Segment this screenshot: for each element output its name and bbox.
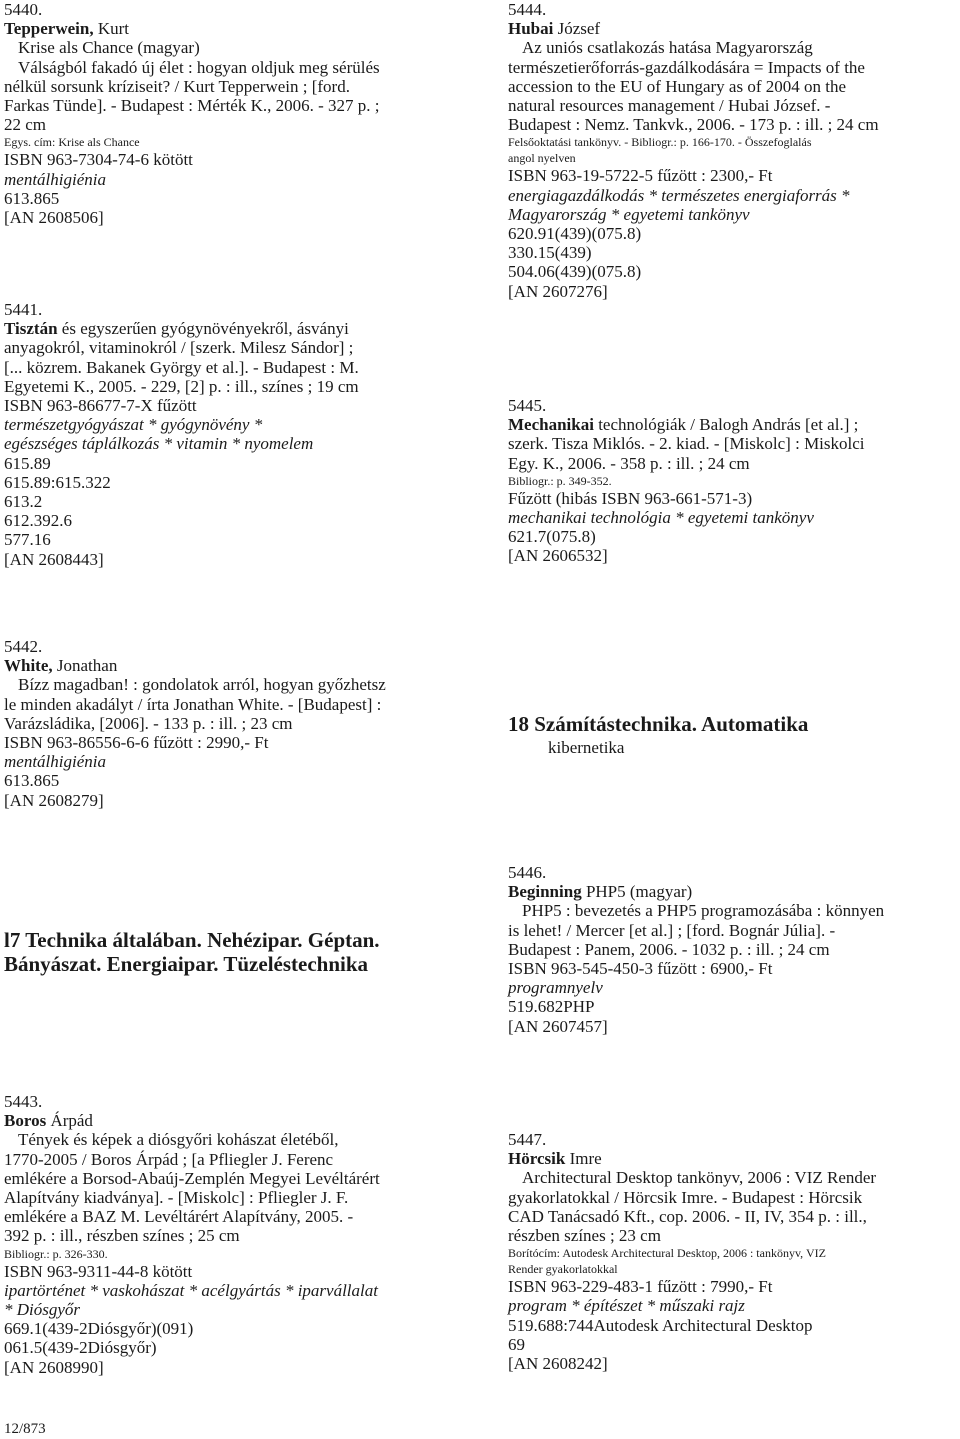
entry-author-rest: PHP5 (magyar) [581, 882, 693, 902]
entry-author-lead: Mechanikai [508, 415, 594, 435]
entry-line: Válságból fakadó új élet : hogyan oldjuk meg sérülés [18, 57, 380, 77]
entry-author-rest: Jonathan [52, 656, 118, 676]
entry-line: emlékére a BAZ M. Levéltárért Alapítvány, 2005. - [4, 1207, 354, 1227]
entry-line: 69 [508, 1334, 525, 1354]
entry-line: ISBN 963-86677-7-X fűzött [4, 396, 197, 416]
entry-5446 [508, 863, 958, 1036]
entry-line: 612.392.6 [4, 511, 72, 531]
entry-5444 [508, 0, 958, 301]
entry-line: 519.688:744Autodesk Architectural Desktop [508, 1315, 813, 1335]
entry-author-rest: Árpád [46, 1111, 93, 1131]
entry-line: nélkül sorsunk kríziseit? / Kurt Tepperwein ; [ford. [4, 76, 350, 96]
entry-line: ISBN 963-229-483-1 fűzött : 7990,- Ft [508, 1277, 773, 1297]
entry-line: Farkas Tünde]. - Budapest : Mérték K., 2006. - 327 p. ; [4, 96, 380, 116]
entry-note: Egys. cím: Krise als Chance [4, 135, 140, 150]
entry-number: 5440. [4, 0, 43, 19]
entry-line: 519.682PHP [508, 997, 595, 1017]
entry-number: 5446. [508, 863, 547, 882]
subject-terms: ipartörténet * vaskohászat * acélgyártás * iparvállalat [4, 1280, 378, 1300]
entry-line: 1770-2005 / Boros Árpád ; [a Pfliegler J. Ferenc [4, 1149, 334, 1169]
entry-author-lead: Tisztán [4, 319, 58, 339]
entry-note: angol nyelven [508, 151, 576, 166]
entry-heading [4, 656, 454, 675]
entry-author-lead: Boros [4, 1111, 47, 1131]
entry-heading [4, 319, 454, 338]
entry-heading [508, 882, 958, 901]
entry-heading [4, 1111, 454, 1130]
subject-terms: energiagazdálkodás * természetes energiaforrás * [508, 185, 850, 205]
entry-number: 5447. [508, 1130, 547, 1149]
entry-line: Budapest : Nemz. Tankvk., 2006. - 173 p. : ill. ; 24 cm [508, 115, 879, 135]
entry-line: gyakorlatokkal / Hörcsik Imre. - Budapest : Hörcsik [508, 1187, 863, 1207]
entry-line: Alapítvány kiadványa]. - [Miskolc] : Pfliegler J. F. [4, 1188, 349, 1208]
page-number: 12/873 [4, 1421, 46, 1437]
entry-line: Egyetemi K., 2005. - 229, [2] p. : ill., színes ; 19 cm [4, 376, 359, 396]
entry-author-lead: White, [4, 656, 53, 676]
entry-line: [AN 2608279] [4, 790, 104, 810]
entry-line: Krise als Chance (magyar) [18, 38, 200, 58]
entry-heading [508, 19, 958, 38]
subject-terms: * Diósgyőr [4, 1300, 81, 1320]
subject-terms: programnyelv [508, 978, 603, 998]
entry-line: Fűzött (hibás ISBN 963-661-571-3) [508, 488, 753, 508]
entry-note: Borítócím: Autodesk Architectural Desktop, 2006 : tankönyv, VIZ [508, 1246, 826, 1261]
entry-line: [AN 2608242] [508, 1354, 608, 1374]
heading-technology-line1: l7 Technika általában. Nehézipar. Géptan. [4, 928, 380, 952]
entry-author-lead: Beginning [508, 882, 582, 902]
entry-heading [4, 19, 454, 38]
entry-line: [... közrem. Bakanek György et al.]. - Budapest : M. [4, 357, 359, 377]
subject-terms: Magyarország * egyetemi tankönyv [508, 204, 750, 224]
entry-line: 669.1(439-2Diósgyőr)(091) [4, 1319, 194, 1339]
entry-heading [508, 415, 958, 434]
entry-5441 [4, 300, 454, 569]
entry-line: Varázsládika, [2006]. - 133 p. : ill. ; 23 cm [4, 713, 293, 733]
entry-number: 5445. [508, 396, 547, 415]
subject-terms: természetgyógyászat * gyógynövény * [4, 415, 263, 435]
entry-line: [AN 2608443] [4, 549, 104, 569]
subject-terms: mechanikai technológia * egyetemi tankönyv [508, 508, 814, 528]
entry-note: Bibliogr.: p. 349-352. [508, 473, 612, 488]
subject-terms: program * építészet * műszaki rajz [508, 1296, 745, 1316]
heading-computing-title: 18 Számítástechnika. Automatika [508, 712, 809, 736]
entry-line: CAD Tanácsadó Kft., cop. 2006. - II, IV, 354 p. : ill., [508, 1206, 867, 1226]
entry-line: [AN 2608506] [4, 208, 104, 228]
subject-terms: egészséges táplálkozás * vitamin * nyomelem [4, 434, 314, 454]
entry-5440 [4, 0, 454, 227]
entry-line: 504.06(439)(075.8) [508, 262, 642, 282]
entry-line: emlékére a Borsod-Abaúj-Zemplén Megyei Levéltárért [4, 1168, 380, 1188]
entry-line: anyagokról, vitaminokról / [szerk. Milesz Sándor] ; [4, 338, 354, 358]
entry-line: 061.5(439-2Diósgyőr) [4, 1338, 157, 1358]
entry-line: 577.16 [4, 530, 51, 550]
entry-line: Tények és képek a diósgyőri kohászat életéből, [18, 1130, 339, 1150]
entry-author-rest: technológiák / Balogh András [et al.] ; [593, 415, 859, 435]
entry-line: 22 cm [4, 115, 47, 135]
entry-line: le minden akadályt / írta Jonathan White. - [Budapest] : [4, 694, 382, 714]
entry-line: is lehet! / Mercer [et al.] ; [ford. Bognár Júlia]. - [508, 920, 836, 940]
entry-line: [AN 2607276] [508, 281, 608, 301]
entry-line: természetierőforrás-gazdálkodására = Impacts of the [508, 57, 865, 77]
entry-line: Az uniós csatlakozás hatása Magyarország [522, 38, 813, 58]
entry-line: Architectural Desktop tankönyv, 2006 : VIZ Render [522, 1168, 877, 1188]
entry-5447 [508, 1130, 958, 1373]
entry-5443 [4, 1092, 454, 1377]
entry-author-rest: Kurt [93, 19, 129, 39]
entry-number: 5444. [508, 0, 547, 19]
heading-technology-line2: Bányászat. Energiaipar. Tüzeléstechnika [4, 952, 369, 976]
entry-author-rest: és egyszerűen gyógynövényekről, ásványi [57, 319, 349, 339]
entry-line: 613.865 [4, 188, 60, 208]
entry-author-rest: Imre [565, 1149, 602, 1169]
heading-technology [4, 928, 380, 976]
entry-line: [AN 2606532] [508, 546, 608, 566]
entry-author-lead: Hörcsik [508, 1149, 566, 1169]
heading-computing-subtitle: kibernetika [548, 738, 625, 757]
entry-line: 620.91(439)(075.8) [508, 224, 642, 244]
entry-line: 330.15(439) [508, 243, 592, 263]
entry-line: natural resources management / Hubai József. - [508, 96, 831, 116]
entry-note: Bibliogr.: p. 326-330. [4, 1246, 108, 1261]
heading-computing [508, 712, 808, 760]
subject-terms: mentálhigiénia [4, 752, 106, 772]
entry-line: 621.7(075.8) [508, 527, 596, 547]
entry-line: Budapest : Panem, 2006. - 1032 p. : ill. ; 24 cm [508, 939, 830, 959]
entry-line: [AN 2608990] [4, 1357, 104, 1377]
entry-author-lead: Tepperwein, [4, 19, 94, 39]
entry-line: szerk. Tisza Miklós. - 2. kiad. - [Miskolc] : Miskolci [508, 434, 865, 454]
entry-line: 392 p. : ill., részben színes ; 25 cm [4, 1226, 240, 1246]
entry-line: ISBN 963-9311-44-8 kötött [4, 1261, 193, 1281]
entry-heading [508, 1149, 958, 1168]
entry-line: ISBN 963-86556-6-6 fűzött : 2990,- Ft [4, 733, 269, 753]
entry-line: ISBN 963-545-450-3 fűzött : 6900,- Ft [508, 959, 773, 979]
entry-5445 [508, 396, 958, 566]
entry-author-lead: Hubai [508, 19, 554, 39]
entry-number: 5441. [4, 300, 43, 319]
entry-number: 5443. [4, 1092, 43, 1111]
entry-line: ISBN 963-7304-74-6 kötött [4, 150, 193, 170]
entry-number: 5442. [4, 637, 43, 656]
entry-line: PHP5 : bevezetés a PHP5 programozásába : könnyen [522, 901, 885, 921]
subject-terms: mentálhigiénia [4, 169, 106, 189]
entry-line: 613.865 [4, 771, 60, 791]
entry-line: accession to the EU of Hungary as of 2004 on the [508, 76, 847, 96]
entry-5442 [4, 637, 454, 810]
entry-line: 615.89:615.322 [4, 472, 111, 492]
entry-line: 613.2 [4, 492, 43, 512]
entry-line: Egy. K., 2006. - 358 p. : ill. ; 24 cm [508, 453, 750, 473]
entry-note: Felsőoktatási tankönyv. - Bibliogr.: p. 166-170. - Összefoglalás [508, 135, 812, 150]
entry-line: részben színes ; 23 cm [508, 1226, 661, 1246]
entry-author-rest: József [553, 19, 601, 39]
entry-line: ISBN 963-19-5722-5 fűzött : 2300,- Ft [508, 166, 773, 186]
entry-line: 615.89 [4, 453, 51, 473]
entry-line: [AN 2607457] [508, 1016, 608, 1036]
entry-note: Render gyakorlatokkal [508, 1262, 618, 1277]
entry-line: Bízz magadban! : gondolatok arról, hogyan győzhetsz [18, 675, 386, 695]
